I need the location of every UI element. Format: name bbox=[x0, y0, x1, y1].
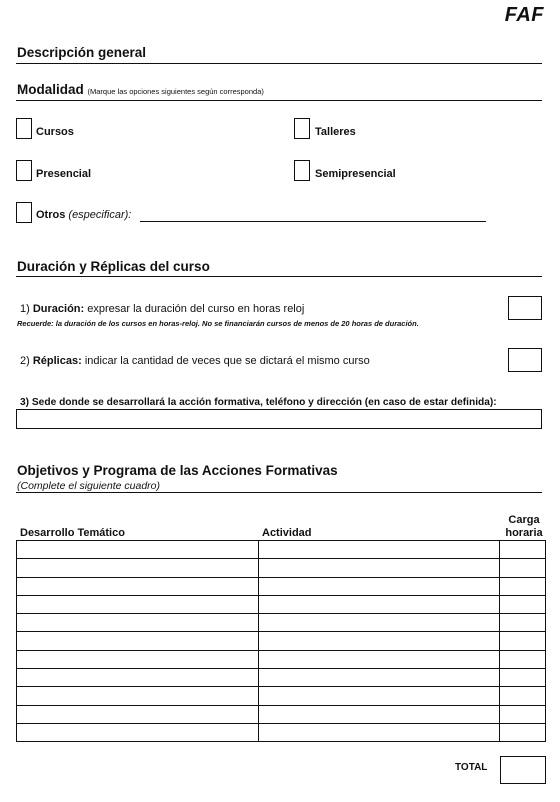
table-row bbox=[17, 632, 546, 650]
cell-carga[interactable] bbox=[500, 614, 546, 632]
checkbox-cursos[interactable] bbox=[16, 118, 32, 139]
table-row bbox=[17, 577, 546, 595]
cell-carga[interactable] bbox=[500, 705, 546, 723]
duracion-note: Recuerde: la duración de los cursos en horas-reloj. No se financiarán cursos de menos de 20 horas de duración. bbox=[17, 319, 419, 328]
table-row bbox=[17, 650, 546, 668]
sede-input-box[interactable] bbox=[16, 409, 542, 429]
cell-actividad[interactable] bbox=[258, 723, 500, 741]
label-semipresencial: Semipresencial bbox=[315, 168, 396, 180]
cell-actividad[interactable] bbox=[258, 650, 500, 668]
divider bbox=[16, 276, 542, 277]
item2-num: 2) bbox=[20, 355, 30, 367]
item-replicas bbox=[20, 355, 370, 367]
cell-carga[interactable] bbox=[500, 559, 546, 577]
cell-desarrollo[interactable] bbox=[17, 559, 259, 577]
otros-specify-line[interactable] bbox=[140, 221, 486, 222]
program-table-body bbox=[17, 541, 546, 742]
item-duracion bbox=[20, 303, 304, 315]
checkbox-otros[interactable] bbox=[16, 202, 32, 223]
table-row bbox=[17, 705, 546, 723]
carga-line2: horaria bbox=[505, 527, 543, 539]
table-row bbox=[17, 669, 546, 687]
item1-text: expresar la duración del curso en horas reloj bbox=[87, 303, 305, 315]
modalidad-hint: (Marque las opciones siguientes según corresponda) bbox=[87, 87, 264, 96]
cell-carga[interactable] bbox=[500, 632, 546, 650]
cell-desarrollo[interactable] bbox=[17, 705, 259, 723]
cell-carga[interactable] bbox=[500, 577, 546, 595]
divider bbox=[16, 100, 542, 101]
cell-actividad[interactable] bbox=[258, 559, 500, 577]
section-title-general: Descripción general bbox=[17, 45, 147, 60]
cell-carga[interactable] bbox=[500, 723, 546, 741]
objetivos-subtitle: (Complete el siguiente cuadro) bbox=[17, 480, 160, 492]
label-otros bbox=[36, 209, 131, 221]
table-row bbox=[17, 541, 546, 559]
table-row bbox=[17, 559, 546, 577]
cell-actividad[interactable] bbox=[258, 705, 500, 723]
checkbox-semipresencial[interactable] bbox=[294, 160, 310, 181]
cell-desarrollo[interactable] bbox=[17, 650, 259, 668]
cell-actividad[interactable] bbox=[258, 541, 500, 559]
modalidad-title: Modalidad bbox=[17, 82, 84, 97]
cell-actividad[interactable] bbox=[258, 577, 500, 595]
col-header-actividad: Actividad bbox=[262, 527, 312, 539]
item1-bold: Duración: bbox=[32, 303, 85, 315]
col-header-carga bbox=[500, 514, 548, 540]
cell-actividad[interactable] bbox=[258, 632, 500, 650]
otros-specify-text: (especificar): bbox=[68, 209, 132, 221]
cell-desarrollo[interactable] bbox=[17, 669, 259, 687]
cell-desarrollo[interactable] bbox=[17, 687, 259, 705]
cell-desarrollo[interactable] bbox=[17, 595, 259, 613]
carga-line1: Carga bbox=[508, 514, 540, 526]
cell-actividad[interactable] bbox=[258, 687, 500, 705]
form-code: FAF bbox=[504, 4, 544, 26]
cell-desarrollo[interactable] bbox=[17, 723, 259, 741]
cell-carga[interactable] bbox=[500, 669, 546, 687]
table-row bbox=[17, 595, 546, 613]
total-input-box[interactable] bbox=[500, 756, 546, 784]
checkbox-talleres[interactable] bbox=[294, 118, 310, 139]
section-title-duracion: Duración y Réplicas del curso bbox=[17, 259, 210, 274]
cell-actividad[interactable] bbox=[258, 595, 500, 613]
cell-carga[interactable] bbox=[500, 541, 546, 559]
divider bbox=[16, 63, 542, 64]
col-header-desarrollo: Desarrollo Temático bbox=[20, 527, 125, 539]
cell-desarrollo[interactable] bbox=[17, 614, 259, 632]
label-presencial: Presencial bbox=[36, 168, 92, 180]
table-row bbox=[17, 614, 546, 632]
table-row bbox=[17, 723, 546, 741]
item2-bold: Réplicas: bbox=[32, 355, 82, 367]
cell-actividad[interactable] bbox=[258, 669, 500, 687]
replicas-input-box[interactable] bbox=[508, 348, 542, 372]
duracion-input-box[interactable] bbox=[508, 296, 542, 320]
label-talleres: Talleres bbox=[315, 126, 356, 138]
cell-desarrollo[interactable] bbox=[17, 632, 259, 650]
section-title-modalidad bbox=[17, 82, 264, 97]
cell-actividad[interactable] bbox=[258, 614, 500, 632]
divider bbox=[16, 492, 542, 493]
cell-carga[interactable] bbox=[500, 687, 546, 705]
table-row bbox=[17, 687, 546, 705]
otros-label-text: Otros bbox=[36, 209, 66, 221]
total-label: TOTAL bbox=[455, 762, 488, 773]
item2-text: indicar la cantidad de veces que se dictará el mismo curso bbox=[84, 355, 370, 367]
section-title-objetivos: Objetivos y Programa de las Acciones Formativas bbox=[17, 463, 338, 478]
item1-num: 1) bbox=[20, 303, 30, 315]
cell-desarrollo[interactable] bbox=[17, 541, 259, 559]
cell-carga[interactable] bbox=[500, 650, 546, 668]
checkbox-presencial[interactable] bbox=[16, 160, 32, 181]
label-cursos: Cursos bbox=[36, 126, 74, 138]
program-table bbox=[16, 540, 546, 742]
cell-carga[interactable] bbox=[500, 595, 546, 613]
cell-desarrollo[interactable] bbox=[17, 577, 259, 595]
sede-label: 3) Sede donde se desarrollará la acción formativa, teléfono y dirección (en caso de estar definida): bbox=[20, 397, 497, 408]
